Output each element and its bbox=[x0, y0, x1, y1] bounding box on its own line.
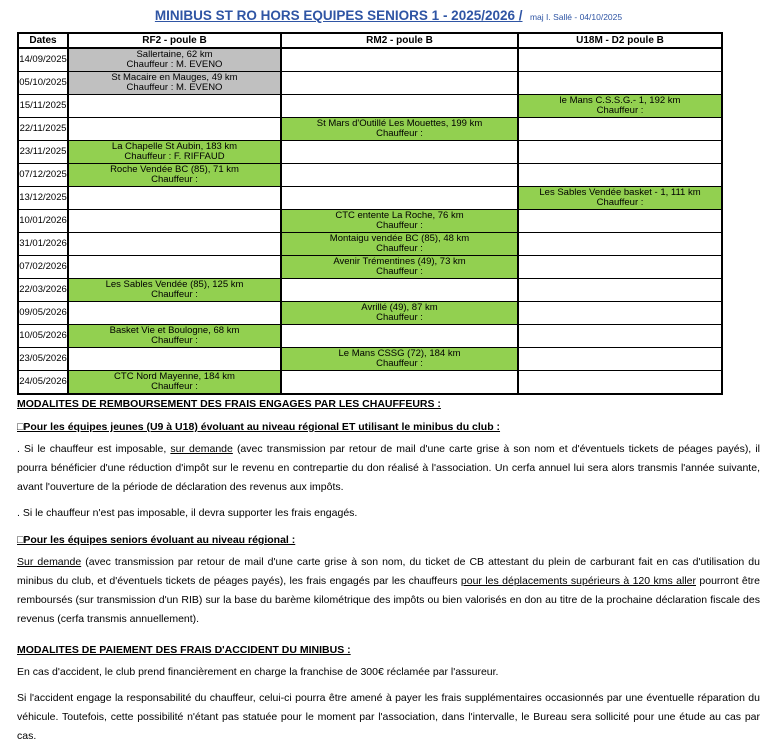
match-cell bbox=[68, 210, 281, 233]
match-cell bbox=[281, 348, 518, 371]
match-location: Montaigu vendée BC (85), 48 km bbox=[329, 232, 470, 244]
table-row bbox=[18, 371, 722, 395]
match-cell bbox=[68, 256, 281, 279]
table-row bbox=[18, 256, 722, 279]
page-title-main: MINIBUS ST RO HORS EQUIPES SENIORS 1 - 2025/2026 / bbox=[154, 8, 523, 23]
column-header-dates: Dates bbox=[18, 33, 68, 48]
match-driver: Chauffeur : bbox=[376, 358, 423, 369]
match-cell bbox=[281, 371, 518, 395]
date-cell: 09/05/2026 bbox=[18, 302, 68, 325]
match-driver: Chauffeur : bbox=[376, 266, 423, 277]
match-driver: Chauffeur : bbox=[151, 381, 198, 392]
jeunes-paragraph-2: . Si le chauffeur n'est pas imposable, il devra supporter les frais engagés. bbox=[17, 507, 358, 519]
match-cell bbox=[518, 348, 722, 371]
match-cell bbox=[518, 302, 722, 325]
date-cell: 23/05/2026 bbox=[18, 348, 68, 371]
accident-paragraph-1: En cas d'accident, le club prend financièrement en charge la franchise de 300€ réclamée par l'assureur. bbox=[17, 666, 499, 678]
match-cell bbox=[518, 48, 722, 72]
match-cell bbox=[68, 348, 281, 371]
date-cell: 15/11/2025 bbox=[18, 95, 68, 118]
table-row bbox=[18, 48, 722, 72]
table-row bbox=[18, 210, 722, 233]
date-cell: 07/12/2025 bbox=[18, 164, 68, 187]
schedule-body bbox=[18, 48, 722, 394]
date-cell: 24/05/2026 bbox=[18, 371, 68, 395]
table-row bbox=[18, 141, 722, 164]
match-location: Les Sables Vendée (85), 125 km bbox=[105, 278, 244, 290]
match-cell bbox=[518, 187, 722, 210]
reimbursement-section bbox=[17, 398, 760, 629]
match-driver: Chauffeur : M. EVENO bbox=[126, 59, 223, 70]
match-cell bbox=[68, 302, 281, 325]
reimbursement-heading: MODALITES DE REMBOURSEMENT DES FRAIS ENGAGES PAR LES CHAUFFEURS : bbox=[17, 398, 441, 410]
match-driver: Chauffeur : M. EVENO bbox=[126, 82, 223, 93]
date-cell: 13/12/2025 bbox=[18, 187, 68, 210]
match-cell bbox=[281, 95, 518, 118]
match-location: Le Mans CSSG (72), 184 km bbox=[338, 347, 461, 359]
match-driver: Chauffeur : bbox=[376, 243, 423, 254]
seniors-p-underlined-1: Sur demande bbox=[17, 556, 82, 568]
accident-section bbox=[17, 644, 760, 746]
match-cell bbox=[68, 118, 281, 141]
date-cell: 07/02/2026 bbox=[18, 256, 68, 279]
match-cell bbox=[281, 72, 518, 95]
match-location: CTC Nord Mayenne, 184 km bbox=[114, 370, 235, 382]
seniors-heading: □Pour les équipes seniors évoluant au niveau régional : bbox=[17, 534, 296, 546]
accident-paragraph-2: Si l'accident engage la responsabilité du chauffeur, celui-ci pourra être amené à payer les frais supplémentaires occasionnés par une éventuelle réparation du véhicule. Toutefois, cette possibilité n'étant pas statuée pour le moment par l'association, dans l'intervalle, le Bureau sera sollicité pour une étude au cas par cas. bbox=[17, 692, 760, 742]
match-cell bbox=[68, 233, 281, 256]
date-cell: 22/03/2026 bbox=[18, 279, 68, 302]
match-driver: Chauffeur : bbox=[376, 220, 423, 231]
match-cell bbox=[68, 325, 281, 348]
jeunes-p1-pre: . Si le chauffeur est imposable, bbox=[17, 443, 171, 455]
match-cell bbox=[281, 187, 518, 210]
match-cell bbox=[281, 233, 518, 256]
match-cell bbox=[518, 279, 722, 302]
match-driver: Chauffeur : bbox=[376, 128, 423, 139]
date-cell: 14/09/2025 bbox=[18, 48, 68, 72]
date-cell: 31/01/2026 bbox=[18, 233, 68, 256]
column-header-rf2: RF2 - poule B bbox=[68, 33, 281, 48]
match-cell bbox=[518, 141, 722, 164]
match-cell bbox=[281, 325, 518, 348]
match-cell bbox=[68, 371, 281, 395]
match-cell bbox=[281, 302, 518, 325]
match-cell bbox=[281, 141, 518, 164]
table-row bbox=[18, 233, 722, 256]
match-driver: Chauffeur : bbox=[596, 105, 644, 116]
match-cell bbox=[281, 48, 518, 72]
match-location: Sallertaine, 62 km bbox=[136, 48, 213, 60]
match-cell bbox=[68, 164, 281, 187]
table-row bbox=[18, 279, 722, 302]
table-row bbox=[18, 72, 722, 95]
match-cell bbox=[68, 279, 281, 302]
match-location: Basket Vie et Boulogne, 68 km bbox=[109, 324, 240, 336]
date-cell: 23/11/2025 bbox=[18, 141, 68, 164]
table-row bbox=[18, 302, 722, 325]
match-location: La Chapelle St Aubin, 183 km bbox=[111, 140, 238, 152]
match-cell bbox=[518, 371, 722, 395]
date-cell: 22/11/2025 bbox=[18, 118, 68, 141]
jeunes-p1-post: (avec transmission par retour de mail d'une carte grise à son nom et d'éventuels tickets de péages payés), il pourra bénéficier d'une réduction d'impôt sur le revenu en contrepartie du don réalisé à l'association. Un cerfa annuel lui sera alors transmis l'année suivante, avant l'ouverture de la période de déclaration des revenus aux impôts. bbox=[17, 443, 760, 493]
date-cell: 10/01/2026 bbox=[18, 210, 68, 233]
jeunes-p1-underlined: sur demande bbox=[170, 443, 233, 455]
table-row bbox=[18, 325, 722, 348]
seniors-p-underlined-2: pour les déplacements supérieurs à 120 kms aller bbox=[460, 575, 696, 587]
table-row bbox=[18, 118, 722, 141]
seniors-p-post: pourront être remboursés (sur transmission d'un RIB) sur la base du barème kilométrique des impôts ou bien valorisés en don au titre de la prochaine déclaration fiscale des revenus (cerfa transmis annuellement). bbox=[17, 575, 761, 625]
table-row bbox=[18, 164, 722, 187]
table-row bbox=[18, 348, 722, 371]
match-cell bbox=[518, 233, 722, 256]
match-location: Roche Vendée BC (85), 71 km bbox=[110, 163, 239, 175]
column-header-u18m: U18M - D2 poule B bbox=[518, 33, 722, 48]
match-cell bbox=[281, 210, 518, 233]
match-driver: Chauffeur : bbox=[151, 335, 198, 346]
match-driver: Chauffeur : F. RIFFAUD bbox=[124, 151, 225, 162]
jeunes-heading: □Pour les équipes jeunes (U9 à U18) évoluant au niveau régional ET utilisant le minibus du club : bbox=[17, 421, 501, 433]
match-cell bbox=[68, 187, 281, 210]
seniors-p-mid: (avec transmission par retour de mail d'une carte grise à son nom, du ticket de CB attestant du plein de carburant fait en cas d'utilisation du minibus du club, et d'éventuels tickets de péages payés), les frais engagés par les chauffeurs bbox=[17, 556, 760, 587]
match-cell bbox=[518, 164, 722, 187]
match-driver: Chauffeur : bbox=[151, 174, 198, 185]
seniors-paragraph bbox=[17, 553, 760, 629]
column-header-rm2: RM2 - poule B bbox=[281, 33, 518, 48]
match-driver: Chauffeur : bbox=[151, 289, 198, 300]
table-row bbox=[18, 95, 722, 118]
page-title-update-note: maj I. Sallé - 04/10/2025 bbox=[529, 12, 623, 22]
match-cell bbox=[518, 325, 722, 348]
match-driver: Chauffeur : bbox=[596, 197, 644, 208]
match-cell bbox=[518, 118, 722, 141]
match-cell bbox=[68, 141, 281, 164]
match-location: Avenir Trémentines (49), 73 km bbox=[333, 255, 466, 267]
match-location: St Mars d'Outillé Les Mouettes, 199 km bbox=[316, 117, 483, 129]
match-driver: Chauffeur : bbox=[376, 312, 423, 323]
match-cell bbox=[281, 256, 518, 279]
match-cell bbox=[518, 210, 722, 233]
match-cell bbox=[68, 48, 281, 72]
match-cell bbox=[518, 95, 722, 118]
minibus-schedule-table bbox=[17, 32, 723, 395]
match-location: le Mans C.S.S.G.- 1, 192 km bbox=[559, 94, 681, 106]
accident-heading: MODALITES DE PAIEMENT DES FRAIS D'ACCIDENT DU MINIBUS : bbox=[17, 644, 351, 656]
page-title bbox=[17, 7, 760, 25]
match-location: Avrillé (49), 87 km bbox=[361, 301, 438, 313]
match-location: Les Sables Vendée basket - 1, 111 km bbox=[539, 186, 701, 198]
table-header-row bbox=[18, 33, 722, 48]
match-cell bbox=[281, 279, 518, 302]
date-cell: 10/05/2026 bbox=[18, 325, 68, 348]
match-location: St Macaire en Mauges, 49 km bbox=[111, 71, 238, 83]
date-cell: 05/10/2025 bbox=[18, 72, 68, 95]
match-cell bbox=[518, 256, 722, 279]
match-cell bbox=[281, 164, 518, 187]
match-cell bbox=[518, 72, 722, 95]
match-cell bbox=[68, 72, 281, 95]
table-row bbox=[18, 187, 722, 210]
match-location: CTC entente La Roche, 76 km bbox=[335, 209, 464, 221]
match-cell bbox=[281, 118, 518, 141]
match-cell bbox=[68, 95, 281, 118]
jeunes-paragraph-1 bbox=[17, 440, 760, 497]
